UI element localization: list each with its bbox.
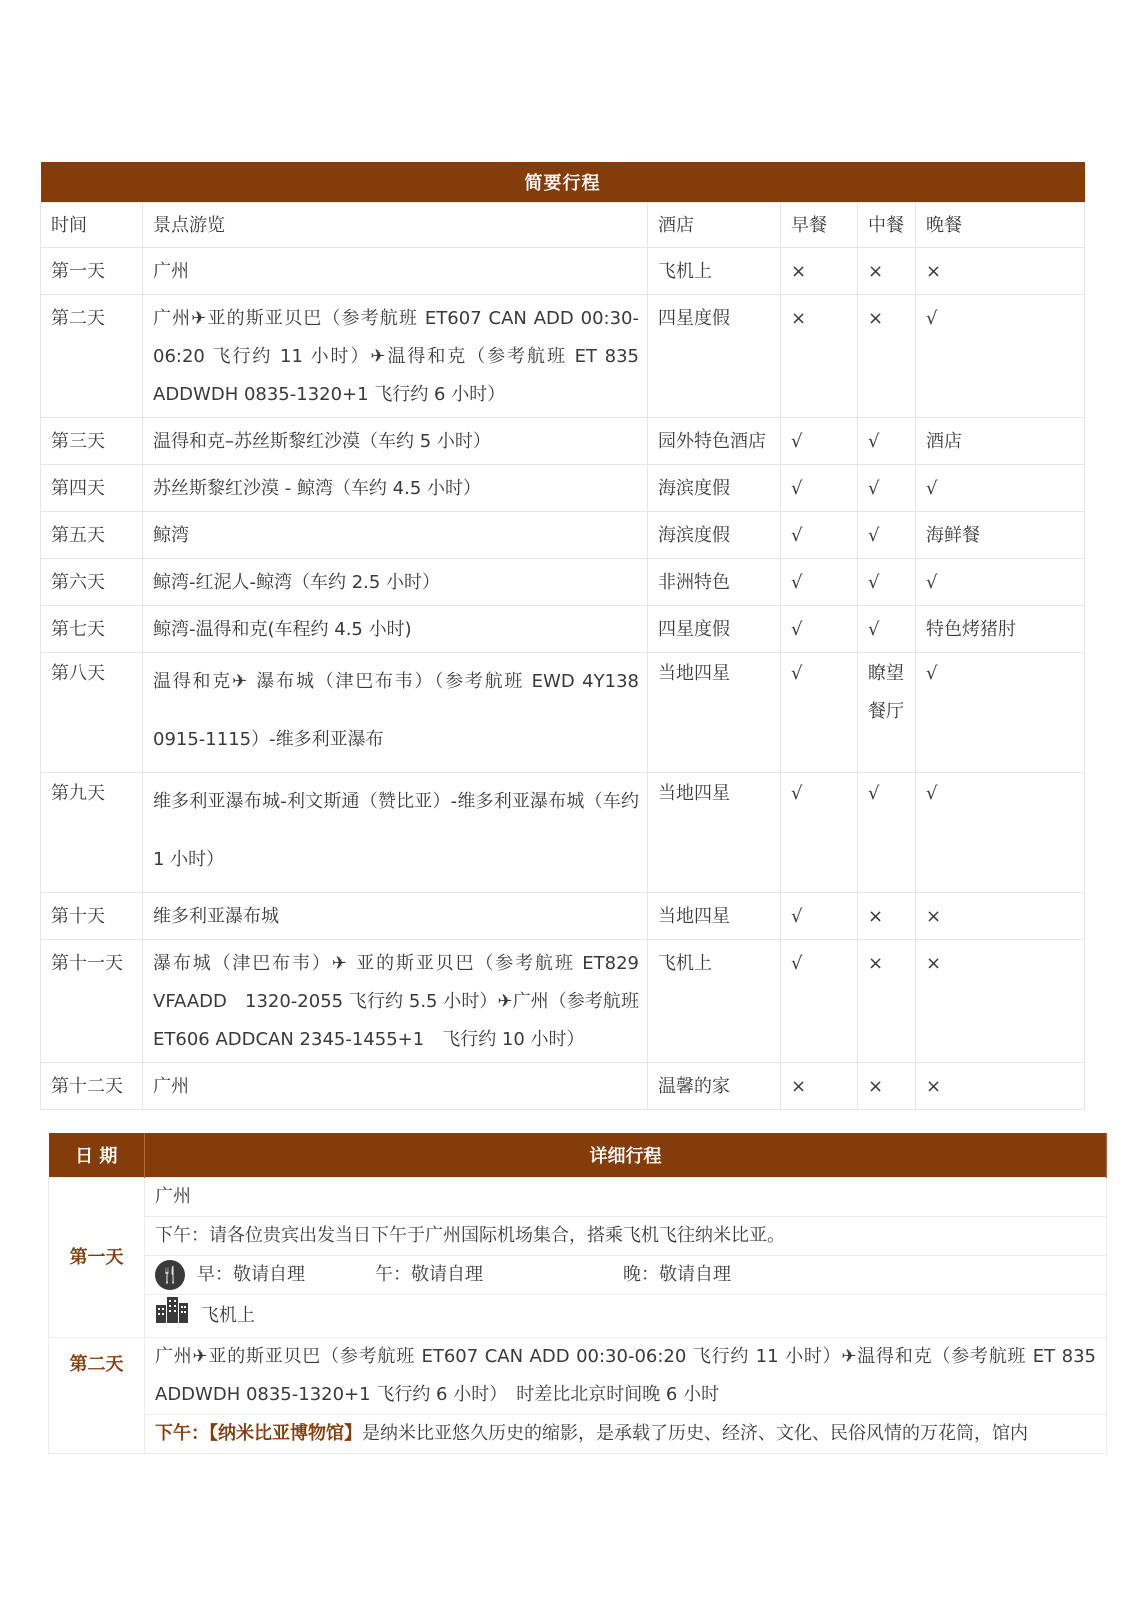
row-breakfast: √: [781, 465, 858, 512]
table-row: [41, 512, 1085, 559]
day1-breakfast: 早：敬请自理: [197, 1264, 305, 1285]
row-day: 第八天: [41, 653, 143, 773]
summary-itinerary-table: [40, 162, 1085, 1110]
day1-afternoon: 下午：请各位贵宾出发当日下午于广州国际机场集合，搭乘飞机飞往纳米比亚。: [145, 1217, 1107, 1256]
row-lunch: √: [858, 559, 916, 606]
row-lunch: ×: [858, 295, 916, 418]
day1-hotel-text: 飞机上: [201, 1305, 255, 1326]
row-dinner: √: [916, 295, 1085, 418]
table-row: [41, 940, 1085, 1063]
row-breakfast: √: [781, 512, 858, 559]
row-breakfast: √: [781, 940, 858, 1063]
row-hotel: 温馨的家: [648, 1063, 781, 1110]
row-lunch: √: [858, 512, 916, 559]
day1-hotel-row: [49, 1295, 1107, 1338]
row-hotel: 当地四星: [648, 773, 781, 893]
row-dinner: √: [916, 653, 1085, 773]
row-day: 第一天: [41, 248, 143, 295]
col-date: 日 期: [49, 1133, 145, 1178]
row-route: 温得和克✈ 瀑布城（津巴布韦）（参考航班 EWD 4Y138 0915-1115）-维多利亚瀑布: [143, 653, 648, 773]
col-lunch: 中餐: [858, 203, 916, 248]
row-hotel: 四星度假: [648, 295, 781, 418]
row-dinner: ×: [916, 1063, 1085, 1110]
table-row: [41, 465, 1085, 512]
row-breakfast: √: [781, 559, 858, 606]
day1-label: 第一天: [49, 1178, 145, 1338]
row-route: 瀑布城（津巴布韦）✈ 亚的斯亚贝巴（参考航班 ET829 VFAADD 1320-2055 飞行约 5.5 小时）✈广州（参考航班 ET606 ADDCAN 2345-1455+1 飞行约 10 小时）: [143, 940, 648, 1063]
row-breakfast: √: [781, 893, 858, 940]
row-route: 鲸湾-温得和克(车程约 4.5 小时): [143, 606, 648, 653]
day1-dinner: 晚：敬请自理: [623, 1264, 731, 1285]
row-dinner: 海鲜餐: [916, 512, 1085, 559]
row-lunch: √: [858, 773, 916, 893]
row-lunch: ×: [858, 893, 916, 940]
day1-hotel: [145, 1295, 1107, 1338]
row-hotel: 飞机上: [648, 248, 781, 295]
col-hotel: 酒店: [648, 203, 781, 248]
utensils-icon: 🍴: [155, 1260, 185, 1290]
day2-label: 第二天: [49, 1338, 145, 1454]
row-route: 广州: [143, 248, 648, 295]
row-dinner: 特色烤猪肘: [916, 606, 1085, 653]
row-route: 鲸湾-红泥人-鲸湾（车约 2.5 小时）: [143, 559, 648, 606]
row-breakfast: √: [781, 653, 858, 773]
row-lunch: √: [858, 465, 916, 512]
row-hotel: 飞机上: [648, 940, 781, 1063]
row-dinner: ×: [916, 940, 1085, 1063]
row-day: 第五天: [41, 512, 143, 559]
table-row: [41, 559, 1085, 606]
table-row: [41, 773, 1085, 893]
row-route: 维多利亚瀑布城: [143, 893, 648, 940]
row-breakfast: ×: [781, 1063, 858, 1110]
row-day: 第二天: [41, 295, 143, 418]
row-day: 第四天: [41, 465, 143, 512]
row-dinner: √: [916, 465, 1085, 512]
row-breakfast: ×: [781, 295, 858, 418]
building-icon: [155, 1295, 189, 1337]
col-detail: 详细行程: [145, 1133, 1107, 1178]
table-row: [41, 248, 1085, 295]
row-hotel: 四星度假: [648, 606, 781, 653]
row-breakfast: ×: [781, 248, 858, 295]
day2-afternoon-row: [49, 1415, 1107, 1454]
row-hotel: 海滨度假: [648, 465, 781, 512]
row-hotel: 当地四星: [648, 653, 781, 773]
day2-afternoon: [145, 1415, 1107, 1454]
row-day: 第九天: [41, 773, 143, 893]
row-day: 第三天: [41, 418, 143, 465]
row-lunch: ×: [858, 1063, 916, 1110]
table-row: [41, 606, 1085, 653]
day1-lunch: 午：敬请自理: [375, 1264, 483, 1285]
col-dinner: 晚餐: [916, 203, 1085, 248]
day2-afternoon-label: 下午：: [155, 1423, 209, 1444]
col-breakfast: 早餐: [781, 203, 858, 248]
row-lunch: √: [858, 418, 916, 465]
day1-city-row: [49, 1178, 1107, 1217]
row-route: 苏丝斯黎红沙漠 - 鲸湾（车约 4.5 小时）: [143, 465, 648, 512]
day2-museum-text: 是纳米比亚悠久历史的缩影，是承载了历史、经济、文化、民俗风情的万花筒，馆内: [362, 1423, 1028, 1444]
table-row: [41, 418, 1085, 465]
row-day: 第十一天: [41, 940, 143, 1063]
summary-column-headers: [41, 203, 1085, 248]
day1-meals: [145, 1256, 1107, 1295]
row-day: 第七天: [41, 606, 143, 653]
table-row: [41, 893, 1085, 940]
table-row: [41, 1063, 1085, 1110]
row-hotel: 园外特色酒店: [648, 418, 781, 465]
row-breakfast: √: [781, 773, 858, 893]
row-dinner: √: [916, 773, 1085, 893]
row-route: 维多利亚瀑布城-利文斯通（赞比亚）-维多利亚瀑布城（车约 1 小时）: [143, 773, 648, 893]
row-hotel: 当地四星: [648, 893, 781, 940]
row-dinner: 酒店: [916, 418, 1085, 465]
row-route: 鲸湾: [143, 512, 648, 559]
row-route: 温得和克–苏丝斯黎红沙漠（车约 5 小时）: [143, 418, 648, 465]
row-day: 第十天: [41, 893, 143, 940]
col-spots: 景点游览: [143, 203, 648, 248]
row-day: 第十二天: [41, 1063, 143, 1110]
row-lunch: √: [858, 606, 916, 653]
row-hotel: 非洲特色: [648, 559, 781, 606]
row-lunch: ×: [858, 248, 916, 295]
row-lunch: 瞭望餐厅: [858, 653, 916, 773]
day2-museum-name: 【纳米比亚博物馆】: [209, 1423, 362, 1444]
row-route: 广州✈亚的斯亚贝巴（参考航班 ET607 CAN ADD 00:30-06:20 飞行约 11 小时）✈温得和克（参考航班 ET 835 ADDWDH 0835-1320+1 飞行约 6 小时）: [143, 295, 648, 418]
detailed-itinerary-table: [48, 1133, 1107, 1454]
row-breakfast: √: [781, 418, 858, 465]
row-dinner: ×: [916, 248, 1085, 295]
table-row: [41, 295, 1085, 418]
row-dinner: √: [916, 559, 1085, 606]
day2-flight: 广州✈亚的斯亚贝巴（参考航班 ET607 CAN ADD 00:30-06:20 飞行约 11 小时）✈温得和克（参考航班 ET 835 ADDWDH 0835-1320+1 飞行约 6 小时） 时差比北京时间晚 6 小时: [145, 1338, 1107, 1415]
col-time: 时间: [41, 203, 143, 248]
row-lunch: ×: [858, 940, 916, 1063]
table-row: [41, 653, 1085, 773]
row-dinner: ×: [916, 893, 1085, 940]
row-hotel: 海滨度假: [648, 512, 781, 559]
row-breakfast: √: [781, 606, 858, 653]
day1-meals-row: [49, 1256, 1107, 1295]
row-day: 第六天: [41, 559, 143, 606]
summary-title: 简要行程: [41, 162, 1085, 203]
day2-flight-row: [49, 1338, 1107, 1415]
day1-city: 广州: [145, 1178, 1107, 1217]
row-route: 广州: [143, 1063, 648, 1110]
day1-afternoon-row: [49, 1217, 1107, 1256]
